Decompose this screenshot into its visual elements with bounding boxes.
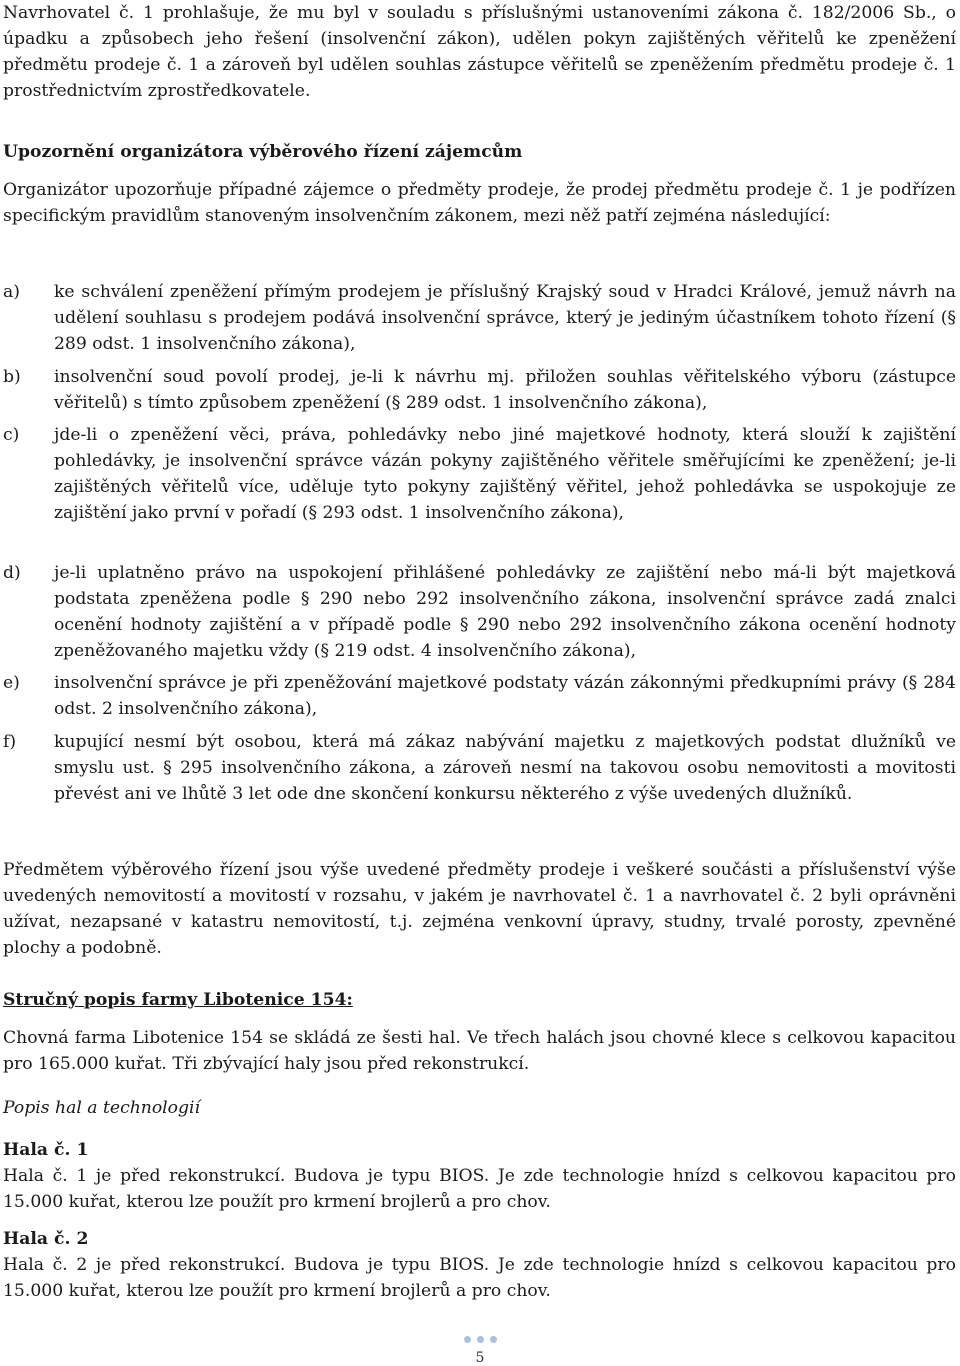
list-item <box>3 364 956 416</box>
list-marker: d) <box>3 563 21 583</box>
footer-dot <box>464 1336 471 1343</box>
list-item <box>3 279 956 357</box>
footer-dot <box>477 1336 484 1343</box>
list-marker: e) <box>3 673 20 693</box>
subject-paragraph: Předmětem výběrového řízení jsou výše uvedené předměty prodeje i veškeré součásti a příslušenství výše uvedených nemovitostí a movitostí v rozsahu, v jakém je navrhovatel č. 1 a navrhovatel č. 2 byli oprávněni užívat, nezapsané v katastru nemovitostí, t.j. zejména venkovní úpravy, studny, trvalé porosty, zpevněné plochy a podobně. <box>3 860 956 958</box>
footer-dots <box>0 1336 960 1343</box>
intro-paragraph: Navrhovatel č. 1 prohlašuje, že mu byl v souladu s příslušnými ustanoveními zákona č. 182/2006 Sb., o úpadku a způsobech jeho řešení (insolvenční zákon), udělen pokyn zajištěných věřitelů ke zpeněžení předmětu prodeje č. 1 a zároveň byl udělen souhlas zástupce věřitelů se zpeněžením předmětu prodeje č. 1 prostřednictvím zprostředkovatele. <box>3 3 956 101</box>
list-marker: b) <box>3 367 21 387</box>
list-marker: f) <box>3 732 17 752</box>
notice-paragraph: Organizátor upozorňuje případné zájemce o předměty prodeje, že prodej předmětu prodeje č. 1 je podřízen specifickým pravidlům stanoveným insolvenčním zákonem, mezi něž patří zejména následující: <box>3 180 956 226</box>
list-marker: c) <box>3 425 20 445</box>
hall-2-title: Hala č. 2 <box>3 1229 89 1249</box>
list-item <box>3 422 956 526</box>
page-number: 5 <box>475 1350 485 1366</box>
list-item <box>3 729 956 807</box>
list-text: ke schválení zpeněžení přímým prodejem je příslušný Krajský soud v Hradci Králové, jemuž návrh na udělení souhlasu s prodejem podává insolvenční správce, který je jediným účastníkem tohoto řízení (§ 289 odst. 1 insolvenčního zákona), <box>54 282 956 354</box>
list-text: insolvenční správce je při zpeněžování majetkové podstaty vázán zákonnými předkupními právy (§ 284 odst. 2 insolvenčního zákona), <box>54 673 956 719</box>
list-item <box>3 670 956 722</box>
hall-1-title: Hala č. 1 <box>3 1140 89 1160</box>
list-text: insolvenční soud povolí prodej, je-li k návrhu mj. přiložen souhlas věřitelského výboru (zástupce věřitelů) s tímto způsobem zpeněžení (§ 289 odst. 1 insolvenčního zákona), <box>54 367 956 413</box>
list-text: kupující nesmí být osobou, která má zákaz nabývání majetku z majetkových podstat dlužníků ve smyslu ust. § 295 insolvenčního zákona, a zároveň nesmí na takovou osobu nemovitosti a movitosti převést ani ve lhůtě 3 let ode dne skončení konkursu některého z výše uvedených dlužníků. <box>54 732 956 804</box>
hall-1-text: Hala č. 1 je před rekonstrukcí. Budova je typu BIOS. Je zde technologie hnízd s celkovou kapacitou pro 15.000 kuřat, kterou lze použít pro krmení brojlerů a pro chov. <box>3 1166 956 1212</box>
list-text: jde-li o zpeněžení věci, práva, pohledávky nebo jiné majetkové hodnoty, která slouží k zajištění pohledávky, je insolvenční správce vázán pokyny zajištěného věřitele směřujícími ke zpeněžení; je-li zajištěných věřitelů více, uděluje tyto pokyny zajištěný věřitel, jehož pohledávka se uspokojuje ze zajištění jako první v pořadí (§ 293 odst. 1 insolvenčního zákona), <box>54 425 956 523</box>
hall-2-text: Hala č. 2 je před rekonstrukcí. Budova je typu BIOS. Je zde technologie hnízd s celkovou kapacitou pro 15.000 kuřat, kterou lze použít pro krmení brojlerů a pro chov. <box>3 1255 956 1301</box>
list-item <box>3 560 956 664</box>
farm-paragraph: Chovná farma Libotenice 154 se skládá ze šesti hal. Ve třech halách jsou chovné klece s celkovou kapacitou pro 165.000 kuřat. Tři zbývající haly jsou před rekonstrukcí. <box>3 1028 956 1074</box>
farm-heading: Stručný popis farmy Libotenice 154: <box>3 990 353 1010</box>
list-marker: a) <box>3 282 20 302</box>
halls-subheading: Popis hal a technologií <box>3 1098 201 1118</box>
list-text: je-li uplatněno právo na uspokojení přihlášené pohledávky ze zajištění nebo má-li být majetková podstata zpeněžena podle § 290 nebo 292 insolvenčního zákona, insolvenční správce zadá znalci ocenění hodnoty zajištění a v případě podle § 290 nebo 292 insolvenčního zákona ocenění hodnoty zpeněžovaného majetku vždy (§ 219 odst. 4 insolvenčního zákona), <box>54 563 956 661</box>
notice-heading: Upozornění organizátora výběrového řízení zájemcům <box>3 142 523 162</box>
footer-dot <box>490 1336 497 1343</box>
